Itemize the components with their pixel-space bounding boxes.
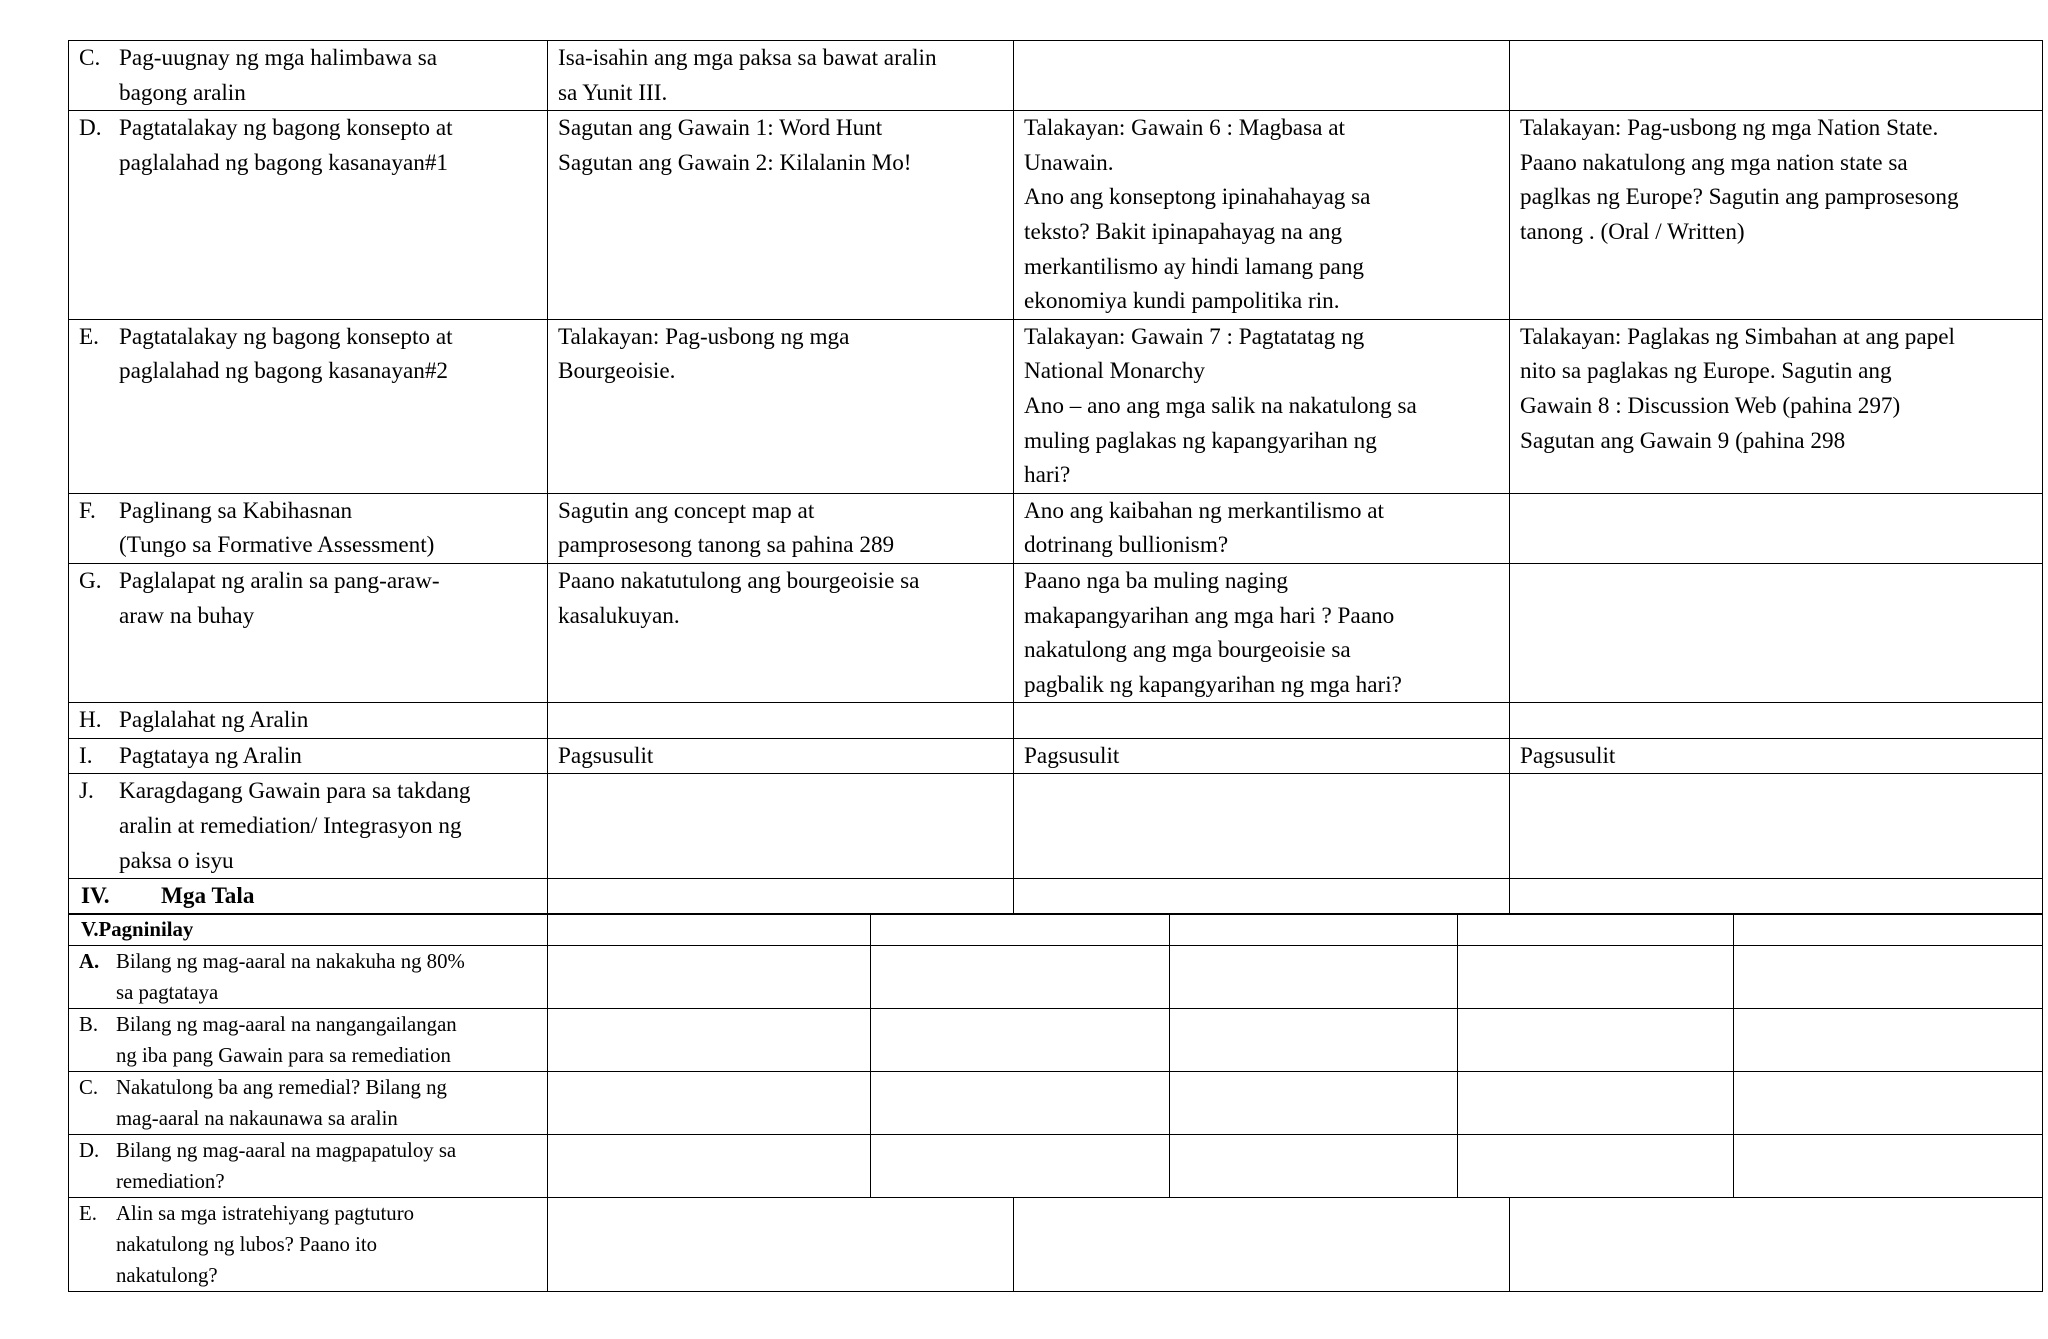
cell-text: Paano nakatutulong ang bourgeoisie sa kasalukuyan. xyxy=(558,567,920,629)
reflection-row xyxy=(69,1072,2043,1135)
row-label-text: Pagtatalakay ng bagong konsepto at paglalahad ng bagong kasanayan#2 xyxy=(119,323,453,385)
lesson-plan-sheet xyxy=(68,40,2042,1292)
procedure-row xyxy=(69,41,2043,111)
strategy-cell[interactable] xyxy=(1014,1197,1510,1291)
row-letter: F. xyxy=(79,497,96,524)
section-iv-number: IV. xyxy=(81,883,110,910)
day-cell[interactable] xyxy=(1014,493,1510,563)
row-letter: D. xyxy=(79,115,102,142)
row-letter: E. xyxy=(79,323,99,350)
day-cell[interactable] xyxy=(1014,111,1510,320)
tala-cell[interactable] xyxy=(1510,879,2043,915)
procedure-row xyxy=(69,563,2043,702)
day-cell[interactable] xyxy=(548,774,1014,879)
reflection-row xyxy=(69,1009,2043,1072)
row-label-text: Pag-uugnay ng mga halimbawa sa bagong aralin xyxy=(119,45,438,106)
tala-cell[interactable] xyxy=(1014,879,1510,915)
section-iv-title: Mga Tala xyxy=(161,883,255,910)
row-letter: G. xyxy=(79,567,102,594)
row-label xyxy=(69,563,548,702)
row-letter: J. xyxy=(79,778,94,805)
reflection-cell[interactable] xyxy=(871,914,1170,946)
day-cell[interactable] xyxy=(548,41,1014,111)
reflection-cell[interactable] xyxy=(1170,1009,1458,1072)
day-cell[interactable] xyxy=(1014,774,1510,879)
day-cell[interactable] xyxy=(1510,493,2043,563)
reflection-cell[interactable] xyxy=(1170,914,1458,946)
day-cell[interactable] xyxy=(548,563,1014,702)
reflection-cell[interactable] xyxy=(1458,914,1734,946)
reflection-cell[interactable] xyxy=(1458,1135,1734,1198)
reflection-cell[interactable] xyxy=(871,1135,1170,1198)
cell-text: Talakayan: Pag-usbong ng mga Nation State. Paano nakatulong ang mga nation state sa paglkas ng Europe? Sagutin ang pamprosesong tanong . (Oral / Written) xyxy=(1520,115,1959,245)
reflection-cell[interactable] xyxy=(1734,1009,2043,1072)
day-cell[interactable] xyxy=(1510,738,2043,774)
row-label-text: Bilang ng mag-aaral na magpapatuloy sa remediation? xyxy=(116,1139,457,1194)
reflection-cell[interactable] xyxy=(1734,946,2043,1009)
reflection-cell[interactable] xyxy=(871,1072,1170,1135)
row-label-text: Bilang ng mag-aaral na nangangailangan ng iba pang Gawain para sa remediation xyxy=(116,1013,457,1068)
row-label xyxy=(69,1197,548,1291)
day-cell[interactable] xyxy=(548,111,1014,320)
day-cell[interactable] xyxy=(548,493,1014,563)
row-letter: H. xyxy=(79,707,102,734)
row-label-text: Karagdagang Gawain para sa takdang aralin at remediation/ Integrasyon ng paksa o isyu xyxy=(119,778,471,874)
reflection-cell[interactable] xyxy=(1170,1135,1458,1198)
cell-text: Ano ang kaibahan ng merkantilismo at dotrinang bullionism? xyxy=(1024,497,1384,559)
cell-text: Sagutan ang Gawain 1: Word Hunt Sagutan ang Gawain 2: Kilalanin Mo! xyxy=(558,115,912,176)
day-cell[interactable] xyxy=(1014,41,1510,111)
cell-text: Talakayan: Pag-usbong ng mga Bourgeoisie. xyxy=(558,323,850,385)
reflection-cell[interactable] xyxy=(548,946,871,1009)
cell-text: Pagsusulit xyxy=(558,742,654,769)
row-label xyxy=(69,738,548,774)
tala-cell[interactable] xyxy=(548,879,1014,915)
section-v-header xyxy=(69,914,548,946)
day-cell[interactable] xyxy=(548,703,1014,739)
day-cell[interactable] xyxy=(1510,703,2043,739)
row-label xyxy=(69,703,548,739)
day-cell[interactable] xyxy=(1014,563,1510,702)
cell-text: Talakayan: Gawain 6 : Magbasa at Unawain. Ano ang konseptong ipinahahayag sa teksto? Bakit ipinapahayag na ang merkantilismo ay hindi lamang pang ekonomiya kundi pampolitika rin. xyxy=(1024,115,1371,315)
day-cell[interactable] xyxy=(548,738,1014,774)
row-letter: I. xyxy=(79,742,93,769)
reflection-cell[interactable] xyxy=(871,1009,1170,1072)
strategy-table xyxy=(68,1197,2043,1292)
day-cell[interactable] xyxy=(548,319,1014,493)
row-label xyxy=(69,41,548,111)
procedure-row xyxy=(69,774,2043,879)
row-label xyxy=(69,774,548,879)
section-v-title: V.Pagninilay xyxy=(81,918,194,942)
row-label xyxy=(69,319,548,493)
row-label-text: Bilang ng mag-aaral na nakakuha ng 80% sa pagtataya xyxy=(116,950,465,1005)
reflection-row xyxy=(69,946,2043,1009)
row-letter: B. xyxy=(79,1013,99,1037)
reflection-cell[interactable] xyxy=(1458,1009,1734,1072)
row-label xyxy=(69,111,548,320)
row-mga-tala xyxy=(69,879,2043,915)
day-cell[interactable] xyxy=(1014,703,1510,739)
cell-text: Isa-isahin ang mga paksa sa bawat aralin sa Yunit III. xyxy=(558,45,937,106)
row-letter: D. xyxy=(79,1139,100,1163)
reflection-cell[interactable] xyxy=(548,1135,871,1198)
reflection-table xyxy=(68,913,2043,1198)
reflection-cell[interactable] xyxy=(548,1072,871,1135)
reflection-row xyxy=(69,1135,2043,1198)
day-cell[interactable] xyxy=(1510,111,2043,320)
procedure-row xyxy=(69,738,2043,774)
reflection-cell[interactable] xyxy=(1734,1135,2043,1198)
cell-text: Pagsusulit xyxy=(1520,742,1616,769)
lesson-procedure-table xyxy=(68,40,2043,915)
section-iv-header xyxy=(69,879,548,915)
reflection-cell[interactable] xyxy=(1734,914,2043,946)
procedure-row xyxy=(69,703,2043,739)
row-label-text: Paglalahat ng Aralin xyxy=(119,707,309,734)
reflection-cell[interactable] xyxy=(1458,1072,1734,1135)
reflection-cell[interactable] xyxy=(1170,1072,1458,1135)
reflection-cell[interactable] xyxy=(871,946,1170,1009)
row-label xyxy=(69,1135,548,1198)
day-cell[interactable] xyxy=(1510,41,2043,111)
day-cell[interactable] xyxy=(1510,774,2043,879)
row-label-text: Paglalapat ng aralin sa pang-araw- araw na buhay xyxy=(119,567,440,629)
procedure-row xyxy=(69,319,2043,493)
procedure-row xyxy=(69,111,2043,320)
row-label-text: Pagtataya ng Aralin xyxy=(119,742,302,769)
row-label-text: Alin sa mga istratehiyang pagtuturo nakatulong ng lubos? Paano ito nakatulong? xyxy=(116,1201,415,1287)
reflection-cell[interactable] xyxy=(1458,946,1734,1009)
row-pagninilay-header xyxy=(69,914,2043,946)
cell-text: Talakayan: Gawain 7 : Pagtatatag ng National Monarchy Ano – ano ang mga salik na nakatulong sa muling paglakas ng kapangyarihan ng hari? xyxy=(1024,323,1417,489)
reflection-cell[interactable] xyxy=(548,914,871,946)
row-label xyxy=(69,1009,548,1072)
procedure-row xyxy=(69,493,2043,563)
row-label-text: Nakatulong ba ang remedial? Bilang ng mag-aaral na nakaunawa sa aralin xyxy=(116,1076,447,1131)
row-label-text: Paglinang sa Kabihasnan (Tungo sa Formative Assessment) xyxy=(119,497,435,559)
day-cell[interactable] xyxy=(1510,319,2043,493)
row-label xyxy=(69,493,548,563)
row-letter: E. xyxy=(79,1201,97,1225)
strategy-cell[interactable] xyxy=(548,1197,1014,1291)
day-cell[interactable] xyxy=(1014,319,1510,493)
row-label xyxy=(69,946,548,1009)
cell-text: Paano nga ba muling naging makapangyarihan ang mga hari ? Paano nakatulong ang mga bourgeoisie sa pagbalik ng kapangyarihan ng mga hari? xyxy=(1024,567,1402,698)
cell-text: Pagsusulit xyxy=(1024,742,1120,769)
row-label xyxy=(69,1072,548,1135)
day-cell[interactable] xyxy=(1510,563,2043,702)
reflection-cell[interactable] xyxy=(548,1009,871,1072)
strategy-cell[interactable] xyxy=(1510,1197,2043,1291)
reflection-cell[interactable] xyxy=(1170,946,1458,1009)
cell-text: Talakayan: Paglakas ng Simbahan at ang papel nito sa paglakas ng Europe. Sagutin ang Gawain 8 : Discussion Web (pahina 297) Sagutan ang Gawain 9 (pahina 298 xyxy=(1520,323,1955,454)
row-letter: A. xyxy=(79,950,100,974)
row-letter: C. xyxy=(79,45,101,71)
day-cell[interactable] xyxy=(1014,738,1510,774)
cell-text: Sagutin ang concept map at pamprosesong tanong sa pahina 289 xyxy=(558,497,895,559)
reflection-cell[interactable] xyxy=(1734,1072,2043,1135)
row-strategy xyxy=(69,1197,2043,1291)
row-label-text: Pagtatalakay ng bagong konsepto at paglalahad ng bagong kasanayan#1 xyxy=(119,115,453,176)
row-letter: C. xyxy=(79,1076,99,1100)
